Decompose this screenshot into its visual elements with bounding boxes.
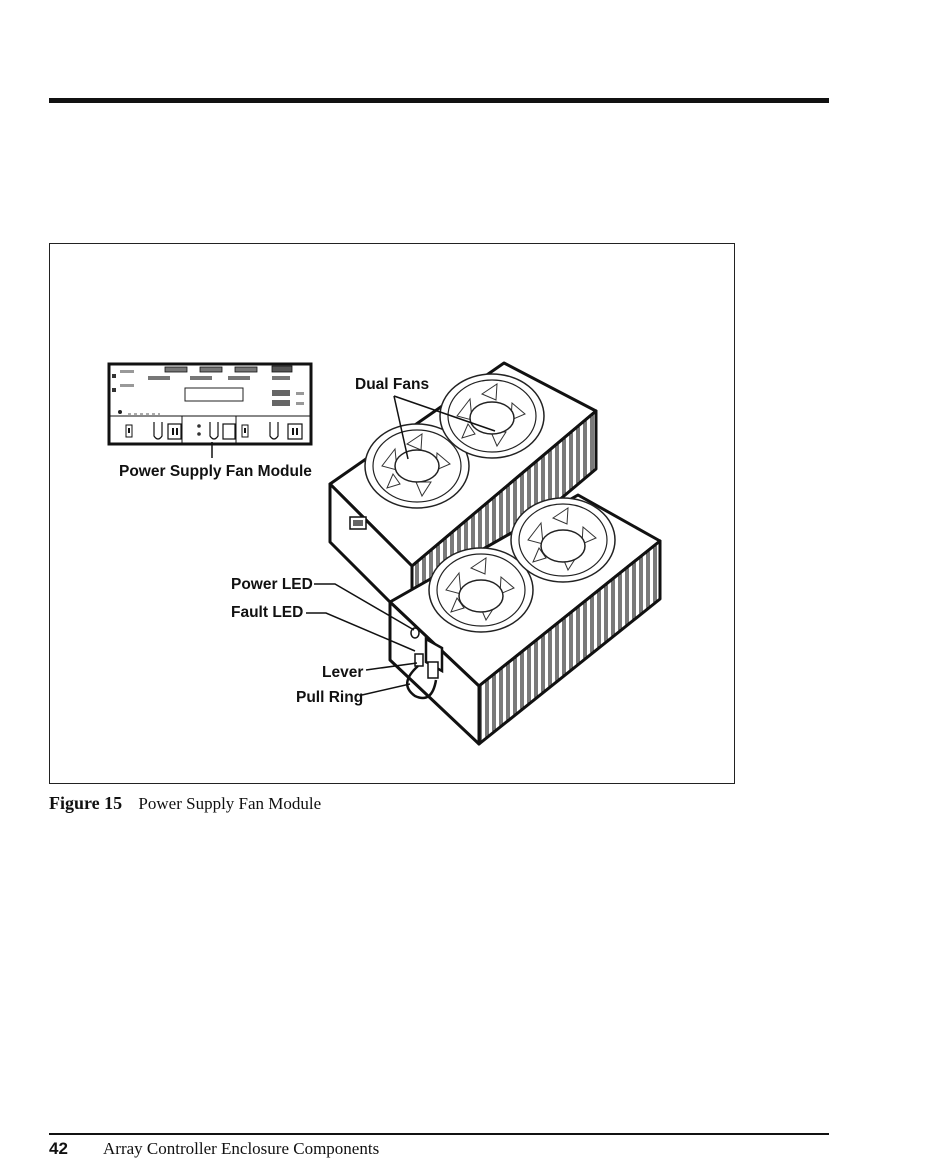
callout-dual-fans: Dual Fans bbox=[355, 376, 430, 393]
fault-led bbox=[415, 654, 423, 666]
callout-fault-led: Fault LED bbox=[231, 604, 304, 621]
fan-right-upper bbox=[440, 374, 544, 458]
figure-caption bbox=[49, 793, 321, 814]
fan-right-lower bbox=[511, 498, 615, 582]
figure-frame bbox=[49, 243, 735, 784]
figure-number: Figure 15 bbox=[49, 793, 123, 813]
callout-pull-ring: Pull Ring bbox=[296, 689, 364, 706]
callout-lever: Lever bbox=[322, 664, 364, 681]
footer-rule bbox=[49, 1133, 829, 1135]
header-rule bbox=[49, 98, 829, 103]
page-number: 42 bbox=[49, 1139, 68, 1158]
section-title: Array Controller Enclosure Components bbox=[103, 1139, 380, 1158]
figure-title: Power Supply Fan Module bbox=[138, 794, 322, 813]
callout-power-led: Power LED bbox=[231, 576, 313, 593]
enclosure-rear-panel bbox=[109, 364, 311, 458]
page-footer bbox=[49, 1139, 379, 1159]
figure-illustration bbox=[50, 244, 736, 785]
callout-power-supply-fan-module: Power Supply Fan Module bbox=[119, 463, 312, 480]
